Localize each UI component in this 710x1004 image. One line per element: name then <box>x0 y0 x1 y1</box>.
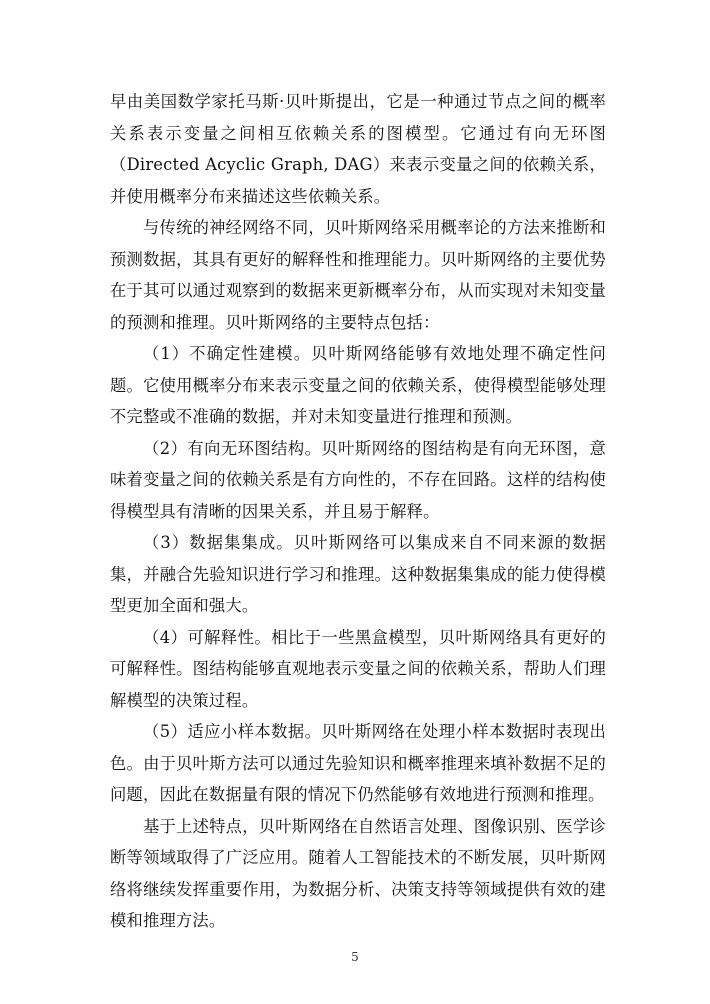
paragraph-feature-5: （5）适应小样本数据。贝叶斯网络在处理小样本数据时表现出色。由于贝叶斯方法可以通过先验知识和概率推理来填补数据不足的问题，因此在数据量有限的情况下仍然能够有效地进行预测和推理。 <box>110 722 606 804</box>
paragraph-intro: 与传统的神经网络不同，贝叶斯网络采用概率论的方法来推断和预测数据，其具有更好的解释性和推理能力。贝叶斯网络的主要优势在于其可以通过观察到的数据来更新概率分布，从而实现对未知变量的预测和推理。贝叶斯网络的主要特点包括： <box>110 218 606 332</box>
paragraph-feature-2: （2）有向无环图结构。贝叶斯网络的图结构是有向无环图，意味着变量之间的依赖关系是有方向性的，不存在回路。这样的结构使得模型具有清晰的因果关系，并且易于解释。 <box>110 438 606 521</box>
page-number: 5 <box>351 950 359 964</box>
document-body <box>110 86 606 937</box>
paragraph-feature-3: （3）数据集集成。贝叶斯网络可以集成来自不同来源的数据集，并融合先验知识进行学习和推理。这种数据集集成的能力使得模型更加全面和强大。 <box>110 533 606 615</box>
paragraph-feature-1: （1）不确定性建模。贝叶斯网络能够有效地处理不确定性问题。它使用概率分布来表示变量之间的依赖关系，使得模型能够处理不完整或不准确的数据，并对未知变量进行推理和预测。 <box>110 344 606 426</box>
paragraph-conclusion: 基于上述特点，贝叶斯网络在自然语言处理、图像识别、医学诊断等领域取得了广泛应用。随着人工智能技术的不断发展，贝叶斯网络将继续发挥重要作用，为数据分析、决策支持等领域提供有效的建模和推理方法。 <box>110 816 606 930</box>
paragraph-feature-4: （4）可解释性。相比于一些黑盒模型，贝叶斯网络具有更好的可解释性。图结构能够直观地表示变量之间的依赖关系，帮助人们理解模型的决策过程。 <box>110 627 606 710</box>
paragraph-continuation: 早由美国数学家托马斯·贝叶斯提出，它是一种通过节点之间的概率关系表示变量之间相互依赖关系的图模型。它通过有向无环图（Directed Acyclic Graph, DAG）来表示变量之间的依赖关系，并使用概率分布来描述这些依赖关系。 <box>110 92 606 206</box>
